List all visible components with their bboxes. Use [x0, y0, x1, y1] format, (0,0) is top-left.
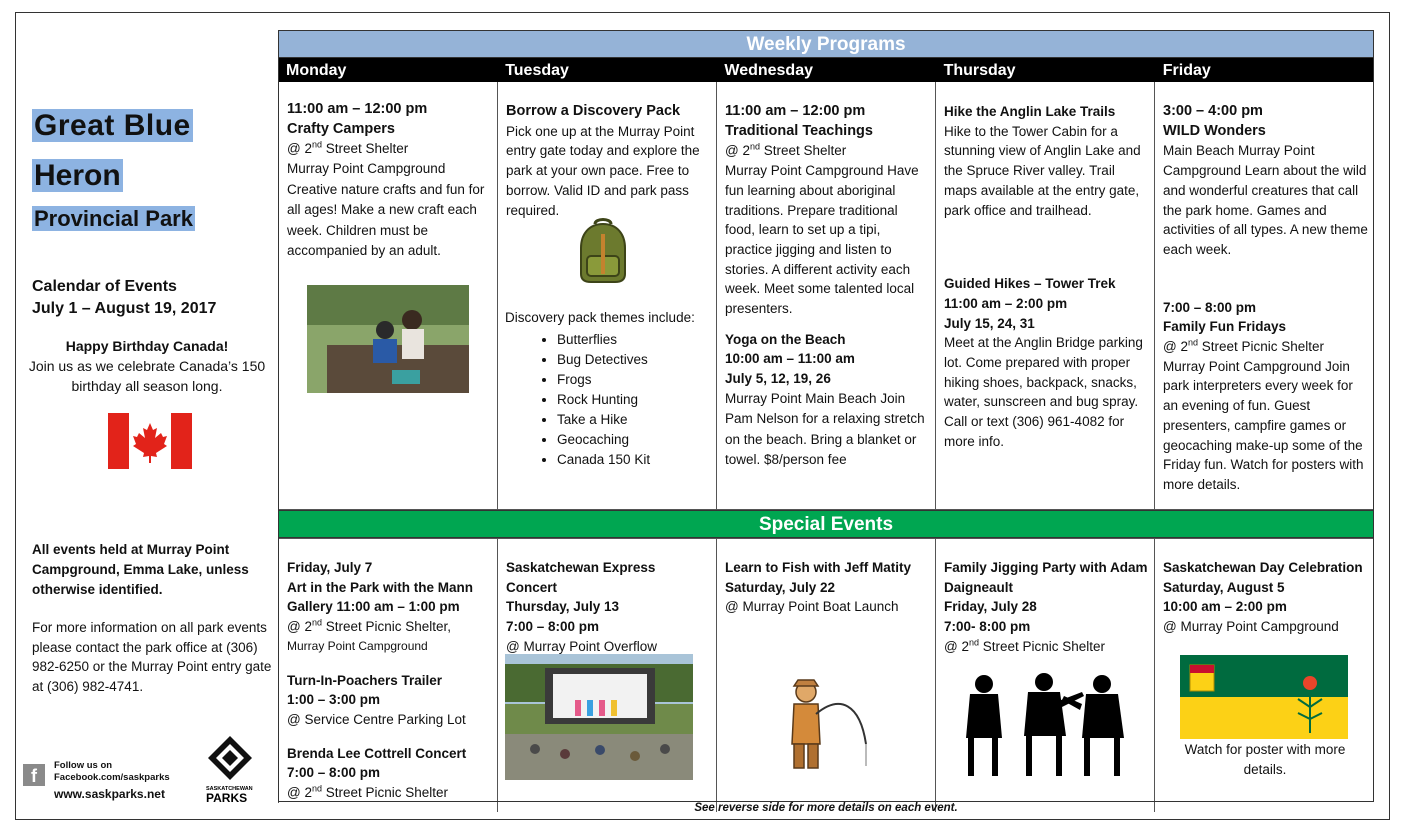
event-name: Art in the Park with the Mann Gallery 11:00 am – 1:00 pm: [287, 579, 474, 615]
hike-dates: July 15, 24, 31: [944, 315, 1035, 331]
list-item: • Rock Hunting: [557, 390, 710, 410]
event-date: Saturday, August 5: [1163, 579, 1285, 595]
event-date: Friday, July 7: [287, 560, 373, 575]
program-name: WILD Wonders: [1163, 122, 1266, 139]
follow-us-label: Follow us on: [54, 760, 113, 771]
event-location: @ Murray Point Overflow: [506, 638, 657, 654]
special-event-col3: [716, 558, 935, 617]
program-name: Hike the Anglin Lake Trails: [944, 104, 1116, 119]
event-time: 10:00 am – 2:00 pm: [1163, 599, 1287, 615]
all-events-note: All events held at Murray Point Campground, Emma Lake, unless otherwise identified.: [32, 542, 249, 597]
hike-time: 11:00 am – 2:00 pm: [944, 295, 1068, 311]
list-item: • Geocaching: [557, 430, 710, 450]
program-description: Murray Point Campground Creative nature crafts and fun for all ages! Make a new craft each week. Children must be accompanied by an adult.: [287, 161, 485, 259]
list-item: • Take a Hike: [557, 410, 710, 430]
special-event-col4: [935, 558, 1154, 657]
special-event-col2: [497, 558, 716, 657]
monday-cell: [278, 100, 497, 262]
discovery-themes: [497, 308, 716, 470]
concert-photo: [505, 654, 693, 780]
event-location: @ 2nd Street Picnic Shelter,: [287, 617, 452, 635]
special-events-heading: Special Events: [278, 510, 1374, 538]
program-description: Pick one up at the Murray Point entry gate today and explore the park at your own pace. Free to borrow. Valid ID and park pass required.: [506, 123, 700, 218]
day-monday: Monday: [286, 62, 347, 79]
tuesday-cell: [497, 102, 716, 220]
friday-cell: [1154, 102, 1374, 495]
day-tuesday: Tuesday: [505, 62, 569, 79]
event-time: 1:00 – 3:00 pm: [287, 692, 381, 708]
logo-bottom-text: PARKS: [206, 791, 248, 804]
sidebar: [18, 30, 276, 810]
park-title-line3: Provincial Park: [34, 206, 193, 231]
fisherman-icon: [780, 674, 872, 774]
wednesday-cell: [716, 102, 935, 471]
themes-label: Discovery pack themes include:: [505, 310, 695, 325]
program-location: @ 2nd Street Shelter: [725, 141, 847, 159]
birthday-text: Join us as we celebrate Canada’s 150 birthday all season long.: [28, 358, 266, 394]
program-description: Murray Point Campground Have fun learning about aboriginal traditions. Prepare traditional food, learn to set up a tipi, practice jigging and listen to stories. A different activity each week. Meet some talented local presenters.: [725, 163, 919, 317]
event-name: Brenda Lee Cottrell Concert: [287, 745, 467, 761]
list-item: • Frogs: [557, 370, 710, 390]
event-name: Saskatchewan Day Celebration: [1163, 560, 1363, 575]
more-info-text: For more information on all park events please contact the park office at (306) 982-6250 or the Murray Point entry gate at (306) 982-4741.: [32, 620, 272, 694]
program-location: @ 2nd Street Shelter: [287, 139, 409, 157]
fiddlers-silhouette-icon: [956, 672, 1134, 778]
event-name: Turn-In-Poachers Trailer: [287, 672, 443, 688]
hike-description: Meet at the Anglin Bridge parking lot. Come prepared with proper hiking shoes, backpack, snacks, water, sunscreen and bug spray. Call or text (306) 961-4082 for more info.: [944, 335, 1143, 449]
program-time: 11:00 am – 12:00 pm: [287, 101, 428, 117]
event-location: @ Murray Point Boat Launch: [725, 599, 899, 615]
follow-us: [54, 760, 170, 784]
facebook-icon[interactable]: f: [23, 764, 45, 786]
footer-note: See reverse side for more details on each event.: [694, 802, 958, 814]
canada-flag-icon: [108, 413, 192, 469]
event-location: @ Murray Point Campground: [1163, 619, 1339, 635]
crafty-campers-photo: [307, 285, 469, 393]
row-divider: [278, 509, 1374, 510]
row-divider: [278, 538, 1374, 539]
poster-note: Watch for poster with more details.: [1184, 742, 1346, 777]
event-location: @ Service Centre Parking Lot: [287, 711, 466, 727]
day-thursday: Thursday: [943, 62, 1016, 79]
program-name: Borrow a Discovery Pack: [506, 103, 681, 119]
family-fun-location: @ 2nd Street Picnic Shelter: [1163, 337, 1325, 355]
event-time: 7:00- 8:00 pm: [944, 619, 1031, 635]
yoga-name: Yoga on the Beach: [725, 331, 846, 347]
day-friday: Friday: [1162, 62, 1211, 79]
event-date: Saturday, July 22: [725, 579, 836, 595]
birthday-note: [18, 336, 276, 396]
park-title-line1: Great Blue: [34, 109, 191, 142]
sask-parks-logo-icon: [204, 734, 256, 804]
event-date: Thursday, July 13: [506, 599, 620, 615]
thursday-cell: [935, 102, 1154, 452]
list-item: • Butterflies: [557, 330, 710, 350]
event-location: @ 2nd Street Picnic Shelter: [287, 783, 449, 801]
family-fun-description: Murray Point Campground Join park interpreters every week for an evening of fun. Guest presenters, campfire games or geocaching make-up some of the Friday fun. Watch for posters with more details.: [1163, 358, 1364, 492]
events-grid: [278, 30, 1374, 802]
calendar-heading: [32, 276, 216, 320]
event-date: Friday, July 28: [944, 599, 1037, 615]
weekly-programs-heading: Weekly Programs: [278, 30, 1374, 58]
program-time: 3:00 – 4:00 pm: [1163, 103, 1263, 119]
special-event-col5: [1154, 558, 1374, 637]
themes-list: [505, 330, 710, 470]
program-description: Hike to the Tower Cabin for a stunning view of Anglin Lake and the Spruce River valley. Trail maps available at the entry gate, park office and trailhead.: [944, 123, 1141, 218]
yoga-description: Murray Point Main Beach Join Pam Nelson for a relaxing stretch on the beach. Bring a blanket or towel. $8/person fee: [725, 390, 925, 468]
saskatchewan-flag-icon: [1180, 655, 1348, 739]
yoga-time: 10:00 am – 11:00 am: [725, 351, 855, 367]
event-time: 7:00 – 8:00 pm: [287, 765, 381, 781]
list-item: • Bug Detectives: [557, 350, 710, 370]
event-name: Saskatchewan Express Concert: [506, 560, 656, 595]
program-name: Traditional Teachings: [725, 122, 873, 139]
program-time: 11:00 am – 12:00 pm: [725, 103, 866, 119]
backpack-icon: [573, 218, 633, 284]
event-location-2: Murray Point Campground: [287, 638, 428, 653]
website-link[interactable]: www.saskparks.net: [54, 787, 165, 801]
yoga-dates: July 5, 12, 19, 26: [725, 371, 831, 387]
day-wednesday: Wednesday: [724, 62, 813, 79]
family-fun-name: Family Fun Fridays: [1163, 319, 1287, 335]
weekday-header-row: [278, 58, 1374, 82]
special-event-col1: [278, 558, 497, 803]
facebook-link[interactable]: Facebook.com/saskparks: [54, 772, 170, 783]
birthday-heading: Happy Birthday Canada!: [65, 338, 229, 354]
program-description: Main Beach Murray Point Campground Learn about the wild and wonderful creatures that call the park home. Games and activities of all types. A new theme each week.: [1163, 143, 1368, 257]
park-title-line2: Heron: [34, 159, 121, 192]
event-name: Family Jigging Party with Adam Daigneault: [944, 560, 1148, 595]
date-range: July 1 – August 19, 2017: [32, 300, 217, 317]
hike-name: Guided Hikes – Tower Trek: [944, 276, 1116, 292]
program-name: Crafty Campers: [287, 120, 395, 137]
event-name: Learn to Fish with Jeff Matity: [725, 560, 912, 575]
family-fun-time: 7:00 – 8:00 pm: [1163, 299, 1257, 315]
logo-top-text: SASKATCHEWAN: [206, 786, 253, 792]
calendar-label: Calendar of Events: [32, 278, 177, 295]
event-location: @ 2nd Street Picnic Shelter: [944, 637, 1106, 654]
list-item: • Canada 150 Kit: [557, 450, 710, 470]
event-time: 7:00 – 8:00 pm: [506, 619, 600, 635]
